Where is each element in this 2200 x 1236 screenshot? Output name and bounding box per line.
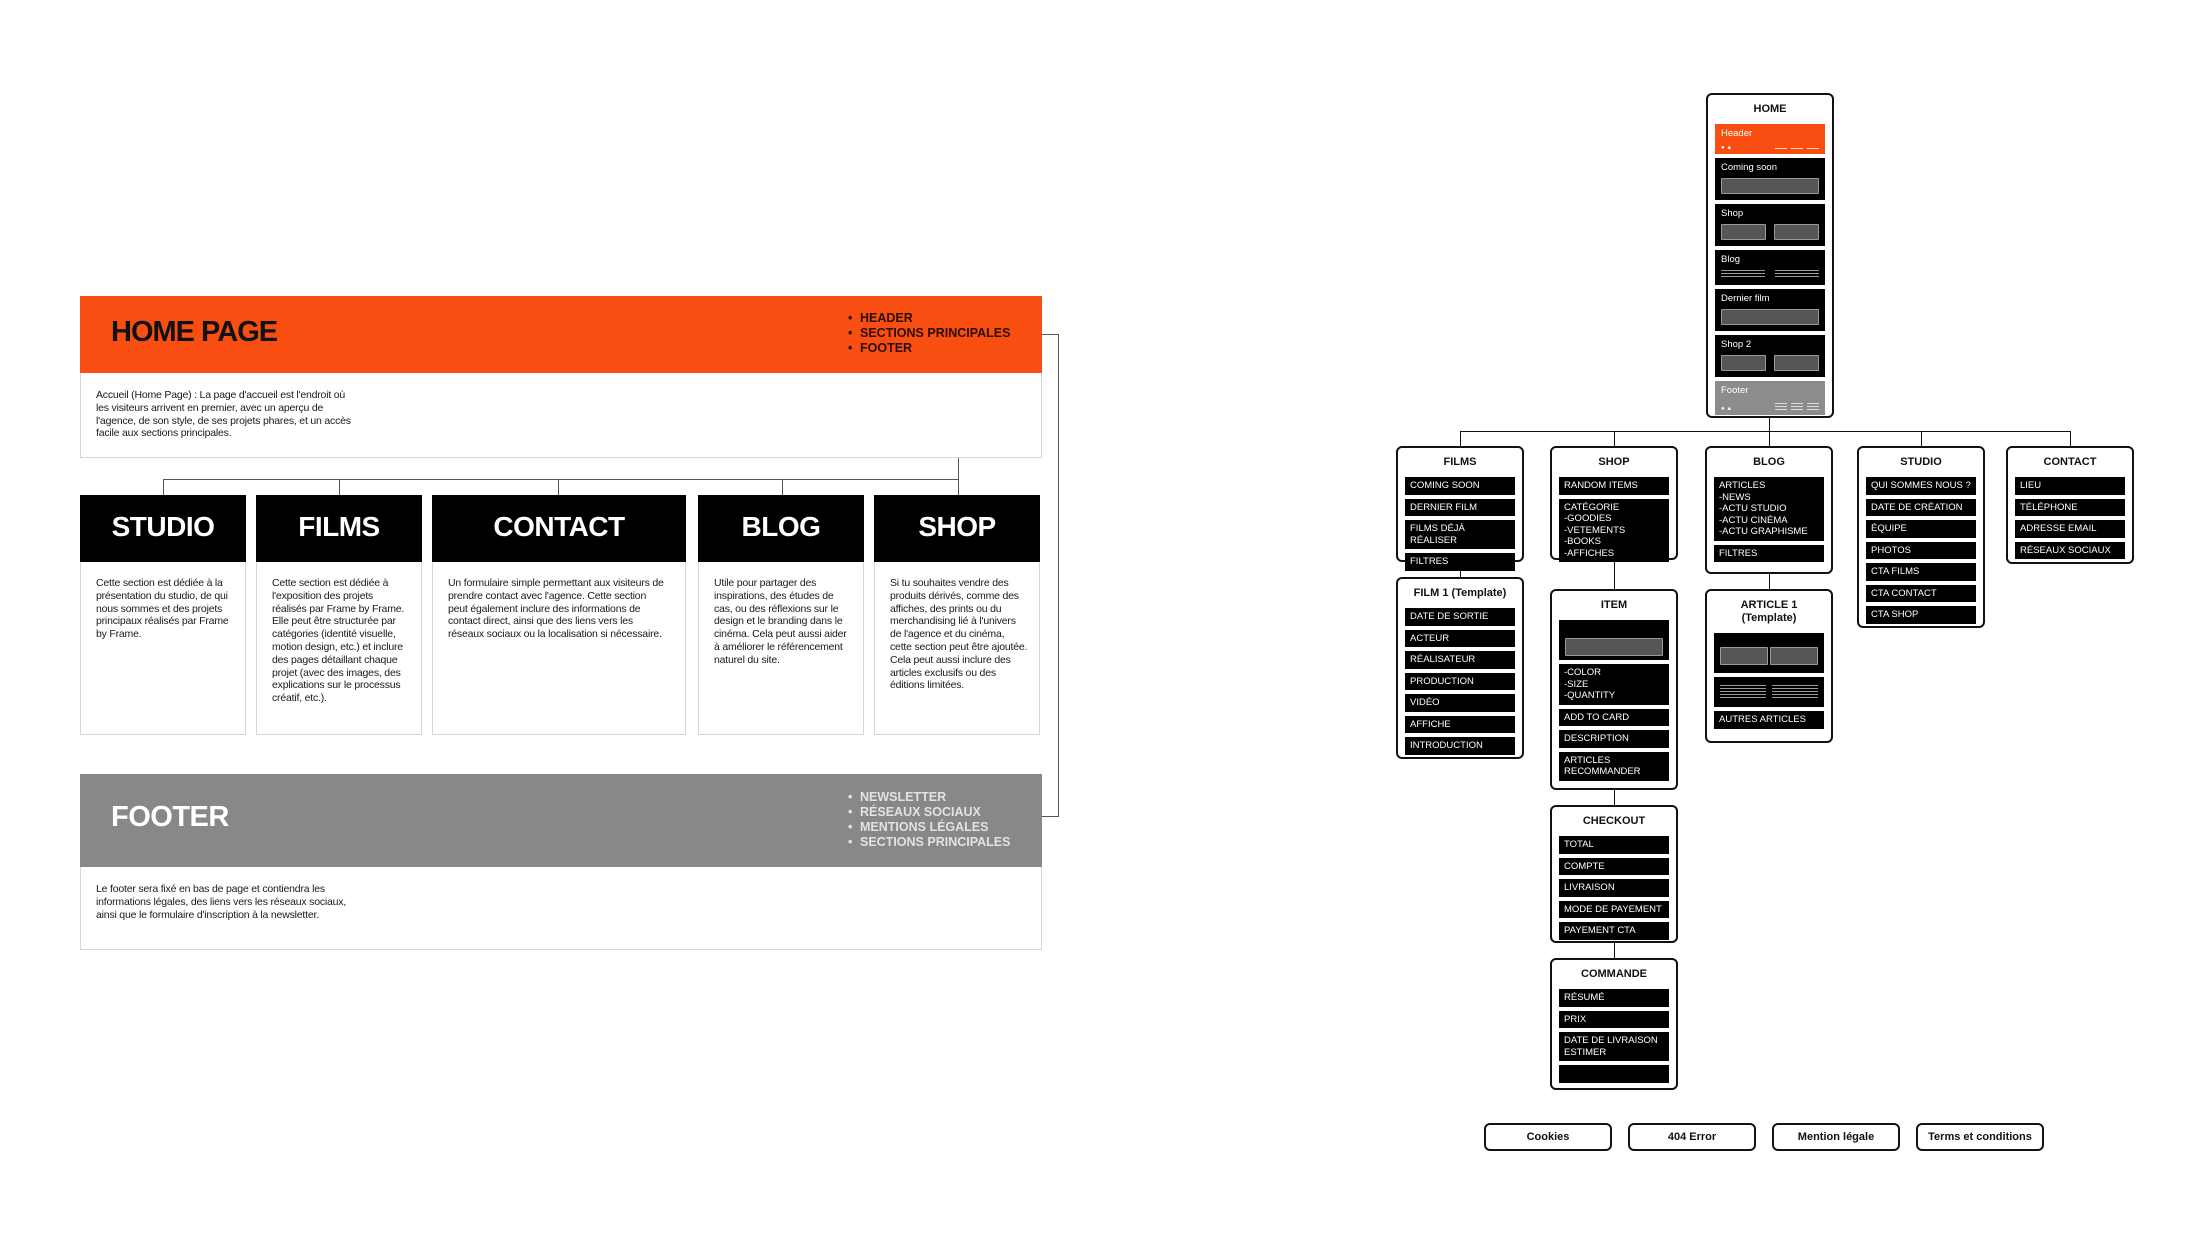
section-shop-description: Si tu souhaites vendre des produits dérivés, comme des affiches, des prints ou du merchandising lié à l'univers de l'agence et du cinéma, cette section peut être ajoutée. Cela peut aussi inclure des articles exclusifs ou des éditions limitées. xyxy=(890,577,1028,692)
list-item: RÉALISATEUR xyxy=(1405,651,1515,669)
studio-items xyxy=(1866,477,1976,624)
article-visual xyxy=(1714,633,1824,673)
list-item: RÉSEAUX SOCIAUX xyxy=(2015,542,2125,560)
home-block-header xyxy=(1715,124,1825,154)
home-block-label: Shop 2 xyxy=(1721,339,1752,350)
section-shop-body xyxy=(874,562,1040,735)
connector-line xyxy=(858,479,958,480)
section-contact-description: Un formulaire simple permettant aux visiteurs de prendre contact avec l'agence. Cette section peut également inclure des informations de contact direct, ainsi que des liens vers les réseaux sociaux ou la localisation si nécessaire. xyxy=(448,577,664,641)
tree-line xyxy=(1614,560,1615,589)
home-block-label: Blog xyxy=(1721,254,1741,265)
section-films-description: Cette section est dédiée à l'exposition des projets réalisés par Frame by Frame. Elle peut être structurée par catégories (identité visuelle, motion design, etc.) et inclure des pages détaillant chaque projet (avec des images, des explications sur le processus créatif, etc.). xyxy=(272,577,405,705)
section-films-title: FILMS xyxy=(298,511,380,542)
film-template-items xyxy=(1405,608,1515,755)
footer-body xyxy=(80,867,1042,950)
list-item: CATÉGORIE -GOODIES -VETEMENTS -BOOKS -AFFICHES xyxy=(1559,499,1669,563)
commande-card-title: COMMANDE xyxy=(1581,968,1647,980)
list-item: COMPTE xyxy=(1559,858,1669,876)
home-block-shop xyxy=(1715,204,1825,246)
list-item: LIVRAISON xyxy=(1559,879,1669,897)
list-item: ADD TO CARD xyxy=(1559,709,1669,727)
bullet-item: • SECTIONS PRINCIPALES xyxy=(848,326,1010,341)
home-block-label: Header xyxy=(1721,128,1753,139)
list-item: TOTAL xyxy=(1559,836,1669,854)
list-item: PRIX xyxy=(1559,1011,1669,1029)
section-shop-header xyxy=(874,495,1040,562)
section-studio-body xyxy=(80,562,246,735)
section-shop-title: SHOP xyxy=(918,511,996,542)
section-films-body xyxy=(256,562,422,735)
list-item: AUTRES ARTICLES xyxy=(1714,711,1824,729)
connector-line xyxy=(1042,334,1059,335)
footer-description: Le footer sera fixé en bas de page et contiendra les informations légales, des liens vers les réseaux sociaux, ainsi que le formulaire d'inscription à la newsletter. xyxy=(96,883,347,921)
section-blog-title: BLOG xyxy=(741,511,821,542)
list-item: ÉQUIPE xyxy=(1866,520,1976,538)
list-item: FILMS DÉJÀ RÉALISER xyxy=(1405,520,1515,549)
checkout-card-title: CHECKOUT xyxy=(1582,815,1646,827)
section-blog-description: Utile pour partager des inspirations, des études de cas, ou des réflexions sur le design et le branding dans le cinéma. Cela peut aussi aider à améliorer le référencement naturel du site. xyxy=(714,577,847,666)
section-studio-title: STUDIO xyxy=(111,511,215,542)
item-items xyxy=(1559,664,1669,781)
placeholder-box xyxy=(1774,224,1819,240)
checkout-items xyxy=(1559,836,1669,940)
connector-line xyxy=(558,479,559,495)
home-block-shop-2 xyxy=(1715,335,1825,377)
list-item: CTA SHOP xyxy=(1866,606,1976,624)
footer-header xyxy=(80,774,1042,867)
home-block-coming-soon xyxy=(1715,158,1825,200)
placeholder-box xyxy=(1721,178,1819,194)
sitemap-home-card xyxy=(1706,93,1834,418)
list-item: PRODUCTION xyxy=(1405,673,1515,691)
text-lines-icon xyxy=(1720,685,1766,698)
connector-line xyxy=(1042,816,1059,817)
list-item: FILTRES xyxy=(1714,545,1824,563)
home-block-label: Dernier film xyxy=(1721,293,1770,304)
tree-line xyxy=(1769,431,1770,446)
home-block-footer xyxy=(1715,381,1825,415)
list-item: INTRODUCTION xyxy=(1405,737,1515,755)
home-page-bullets xyxy=(848,311,1010,356)
sitemap-article-template-card xyxy=(1705,589,1833,743)
footer-lines-icon xyxy=(1775,403,1819,410)
list-item: RANDOM ITEMS xyxy=(1559,477,1669,495)
connector-line xyxy=(958,458,959,495)
list-item: DERNIER FILM xyxy=(1405,499,1515,517)
utility-page-cookies: Cookies xyxy=(1484,1123,1612,1151)
list-item: DATE DE CRÉATION xyxy=(1866,499,1976,517)
shop-card-title: SHOP xyxy=(1598,456,1630,468)
list-item: ARTICLES RECOMMANDER xyxy=(1559,752,1669,781)
home-page-description: Accueil (Home Page) : La page d'accueil est l'endroit où les visiteurs arrivent en premier, avec un aperçu de l'agence, de son style, de ses projets phares, et un accès facile aux sections principales. xyxy=(96,389,351,440)
tree-line xyxy=(1769,574,1770,589)
home-block-blog xyxy=(1715,250,1825,285)
article-template-items xyxy=(1714,711,1824,729)
bullet-item: • RÉSEAUX SOCIAUX xyxy=(848,805,1010,820)
sitemap-studio-card xyxy=(1857,446,1985,628)
blog-card-title: BLOG xyxy=(1753,456,1785,468)
list-item: CTA FILMS xyxy=(1866,563,1976,581)
list-item: COMING SOON xyxy=(1405,477,1515,495)
section-contact-body xyxy=(432,562,686,735)
placeholder-box xyxy=(1774,355,1819,371)
section-blog-body xyxy=(698,562,864,735)
contact-card-title: CONTACT xyxy=(2043,456,2097,468)
list-item: CTA CONTACT xyxy=(1866,585,1976,603)
sitemap-film-template-card xyxy=(1396,577,1524,759)
list-item: ACTEUR xyxy=(1405,630,1515,648)
tree-line xyxy=(1614,431,1615,446)
section-films-header xyxy=(256,495,422,562)
social-dots-icon: ● ▲ xyxy=(1721,145,1733,151)
text-lines-icon xyxy=(1721,270,1765,279)
placeholder-box xyxy=(1721,309,1819,325)
sitemap-checkout-card xyxy=(1550,805,1678,943)
tree-line xyxy=(2070,431,2071,446)
list-item: ARTICLES -NEWS -ACTU STUDIO -ACTU CINÉMA -ACTU GRAPHISME xyxy=(1714,477,1824,541)
bullet-item: • NEWSLETTER xyxy=(848,790,1010,805)
list-item: RÉSUMÉ xyxy=(1559,989,1669,1007)
list-item: MODE DE PAYEMENT xyxy=(1559,901,1669,919)
item-card-title: ITEM xyxy=(1600,599,1628,611)
connector-line xyxy=(782,479,783,495)
connector-line xyxy=(1058,334,1059,816)
shop-items xyxy=(1559,477,1669,562)
section-contact-header xyxy=(432,495,686,562)
footer-bullets xyxy=(848,790,1010,850)
films-card-title: FILMS xyxy=(1443,456,1477,468)
article-template-title: ARTICLE 1 (Template) xyxy=(1740,599,1798,624)
text-lines-icon xyxy=(1775,270,1819,279)
contact-items xyxy=(2015,477,2125,559)
connector-line xyxy=(163,479,164,495)
tree-line xyxy=(1460,431,1461,446)
list-item: AFFICHE xyxy=(1405,716,1515,734)
commande-items xyxy=(1559,989,1669,1083)
sitemap-shop-card xyxy=(1550,446,1678,560)
bullet-item: • SECTIONS PRINCIPALES xyxy=(848,835,1010,850)
home-block-label: Coming soon xyxy=(1721,162,1777,173)
home-card-title: HOME xyxy=(1753,103,1787,115)
home-block-dernier-film xyxy=(1715,289,1825,331)
list-item: FILTRES xyxy=(1405,553,1515,571)
list-item: TÉLÉPHONE xyxy=(2015,499,2125,517)
bullet-item: • HEADER xyxy=(848,311,1010,326)
section-blog-header xyxy=(698,495,864,562)
blog-items xyxy=(1714,477,1824,562)
tree-line xyxy=(1614,790,1615,805)
social-dots-icon: ● ▲ xyxy=(1721,406,1733,412)
list-item: PAYEMENT CTA xyxy=(1559,922,1669,940)
bullet-item: • MENTIONS LÉGALES xyxy=(848,820,1010,835)
list-item: DATE DE LIVRAISON ESTIMER xyxy=(1559,1032,1669,1061)
home-page-header xyxy=(80,296,1042,373)
section-studio-header xyxy=(80,495,246,562)
sitemap-films-card xyxy=(1396,446,1524,567)
section-contact-title: CONTACT xyxy=(493,511,625,542)
list-item: ADRESSE EMAIL xyxy=(2015,520,2125,538)
list-item: LIEU xyxy=(2015,477,2125,495)
list-item: VIDÉO xyxy=(1405,694,1515,712)
list-item: QUI SOMMES NOUS ? xyxy=(1866,477,1976,495)
studio-card-title: STUDIO xyxy=(1900,456,1942,468)
text-lines-icon xyxy=(1772,685,1818,698)
placeholder-box xyxy=(1721,224,1766,240)
sitemap-item-card xyxy=(1550,589,1678,790)
connector-line xyxy=(163,479,858,480)
home-block-label: Footer xyxy=(1721,385,1749,396)
sitemap-contact-card xyxy=(2006,446,2134,564)
list-item: DESCRIPTION xyxy=(1559,730,1669,748)
sitemap-commande-card xyxy=(1550,958,1678,1090)
tree-line xyxy=(1614,943,1615,958)
utility-page-mention-legale: Mention légale xyxy=(1772,1123,1900,1151)
list-item: PHOTOS xyxy=(1866,542,1976,560)
tree-line xyxy=(1460,431,2070,432)
bullet-item: • FOOTER xyxy=(848,341,1010,356)
utility-page-terms: Terms et conditions xyxy=(1916,1123,2044,1151)
menu-lines-icon xyxy=(1775,148,1819,149)
sitemap-blog-card xyxy=(1705,446,1833,574)
item-visual xyxy=(1559,620,1669,660)
article-text-lines xyxy=(1714,677,1824,707)
section-studio-description: Cette section est dédiée à la présentation du studio, de qui nous sommes et des projets principaux réalisés par Frame by Frame. xyxy=(96,577,229,641)
footer-title: FOOTER xyxy=(111,801,229,833)
home-block-label: Shop xyxy=(1721,208,1744,219)
tree-line xyxy=(1921,431,1922,446)
connector-line xyxy=(339,479,340,495)
films-items xyxy=(1405,477,1515,571)
placeholder-box xyxy=(1721,355,1766,371)
list-item: -COLOR -SIZE -QUANTITY xyxy=(1559,664,1669,705)
placeholder-box xyxy=(1720,647,1768,665)
home-page-title: HOME PAGE xyxy=(111,316,278,348)
list-item xyxy=(1559,1065,1669,1083)
list-item: DATE DE SORTIE xyxy=(1405,608,1515,626)
placeholder-box xyxy=(1770,647,1818,665)
placeholder-box xyxy=(1565,638,1663,656)
film-template-title: FILM 1 (Template) xyxy=(1413,587,1507,599)
utility-page-404: 404 Error xyxy=(1628,1123,1756,1151)
home-page-body xyxy=(80,373,1042,458)
tree-line xyxy=(1769,418,1770,431)
